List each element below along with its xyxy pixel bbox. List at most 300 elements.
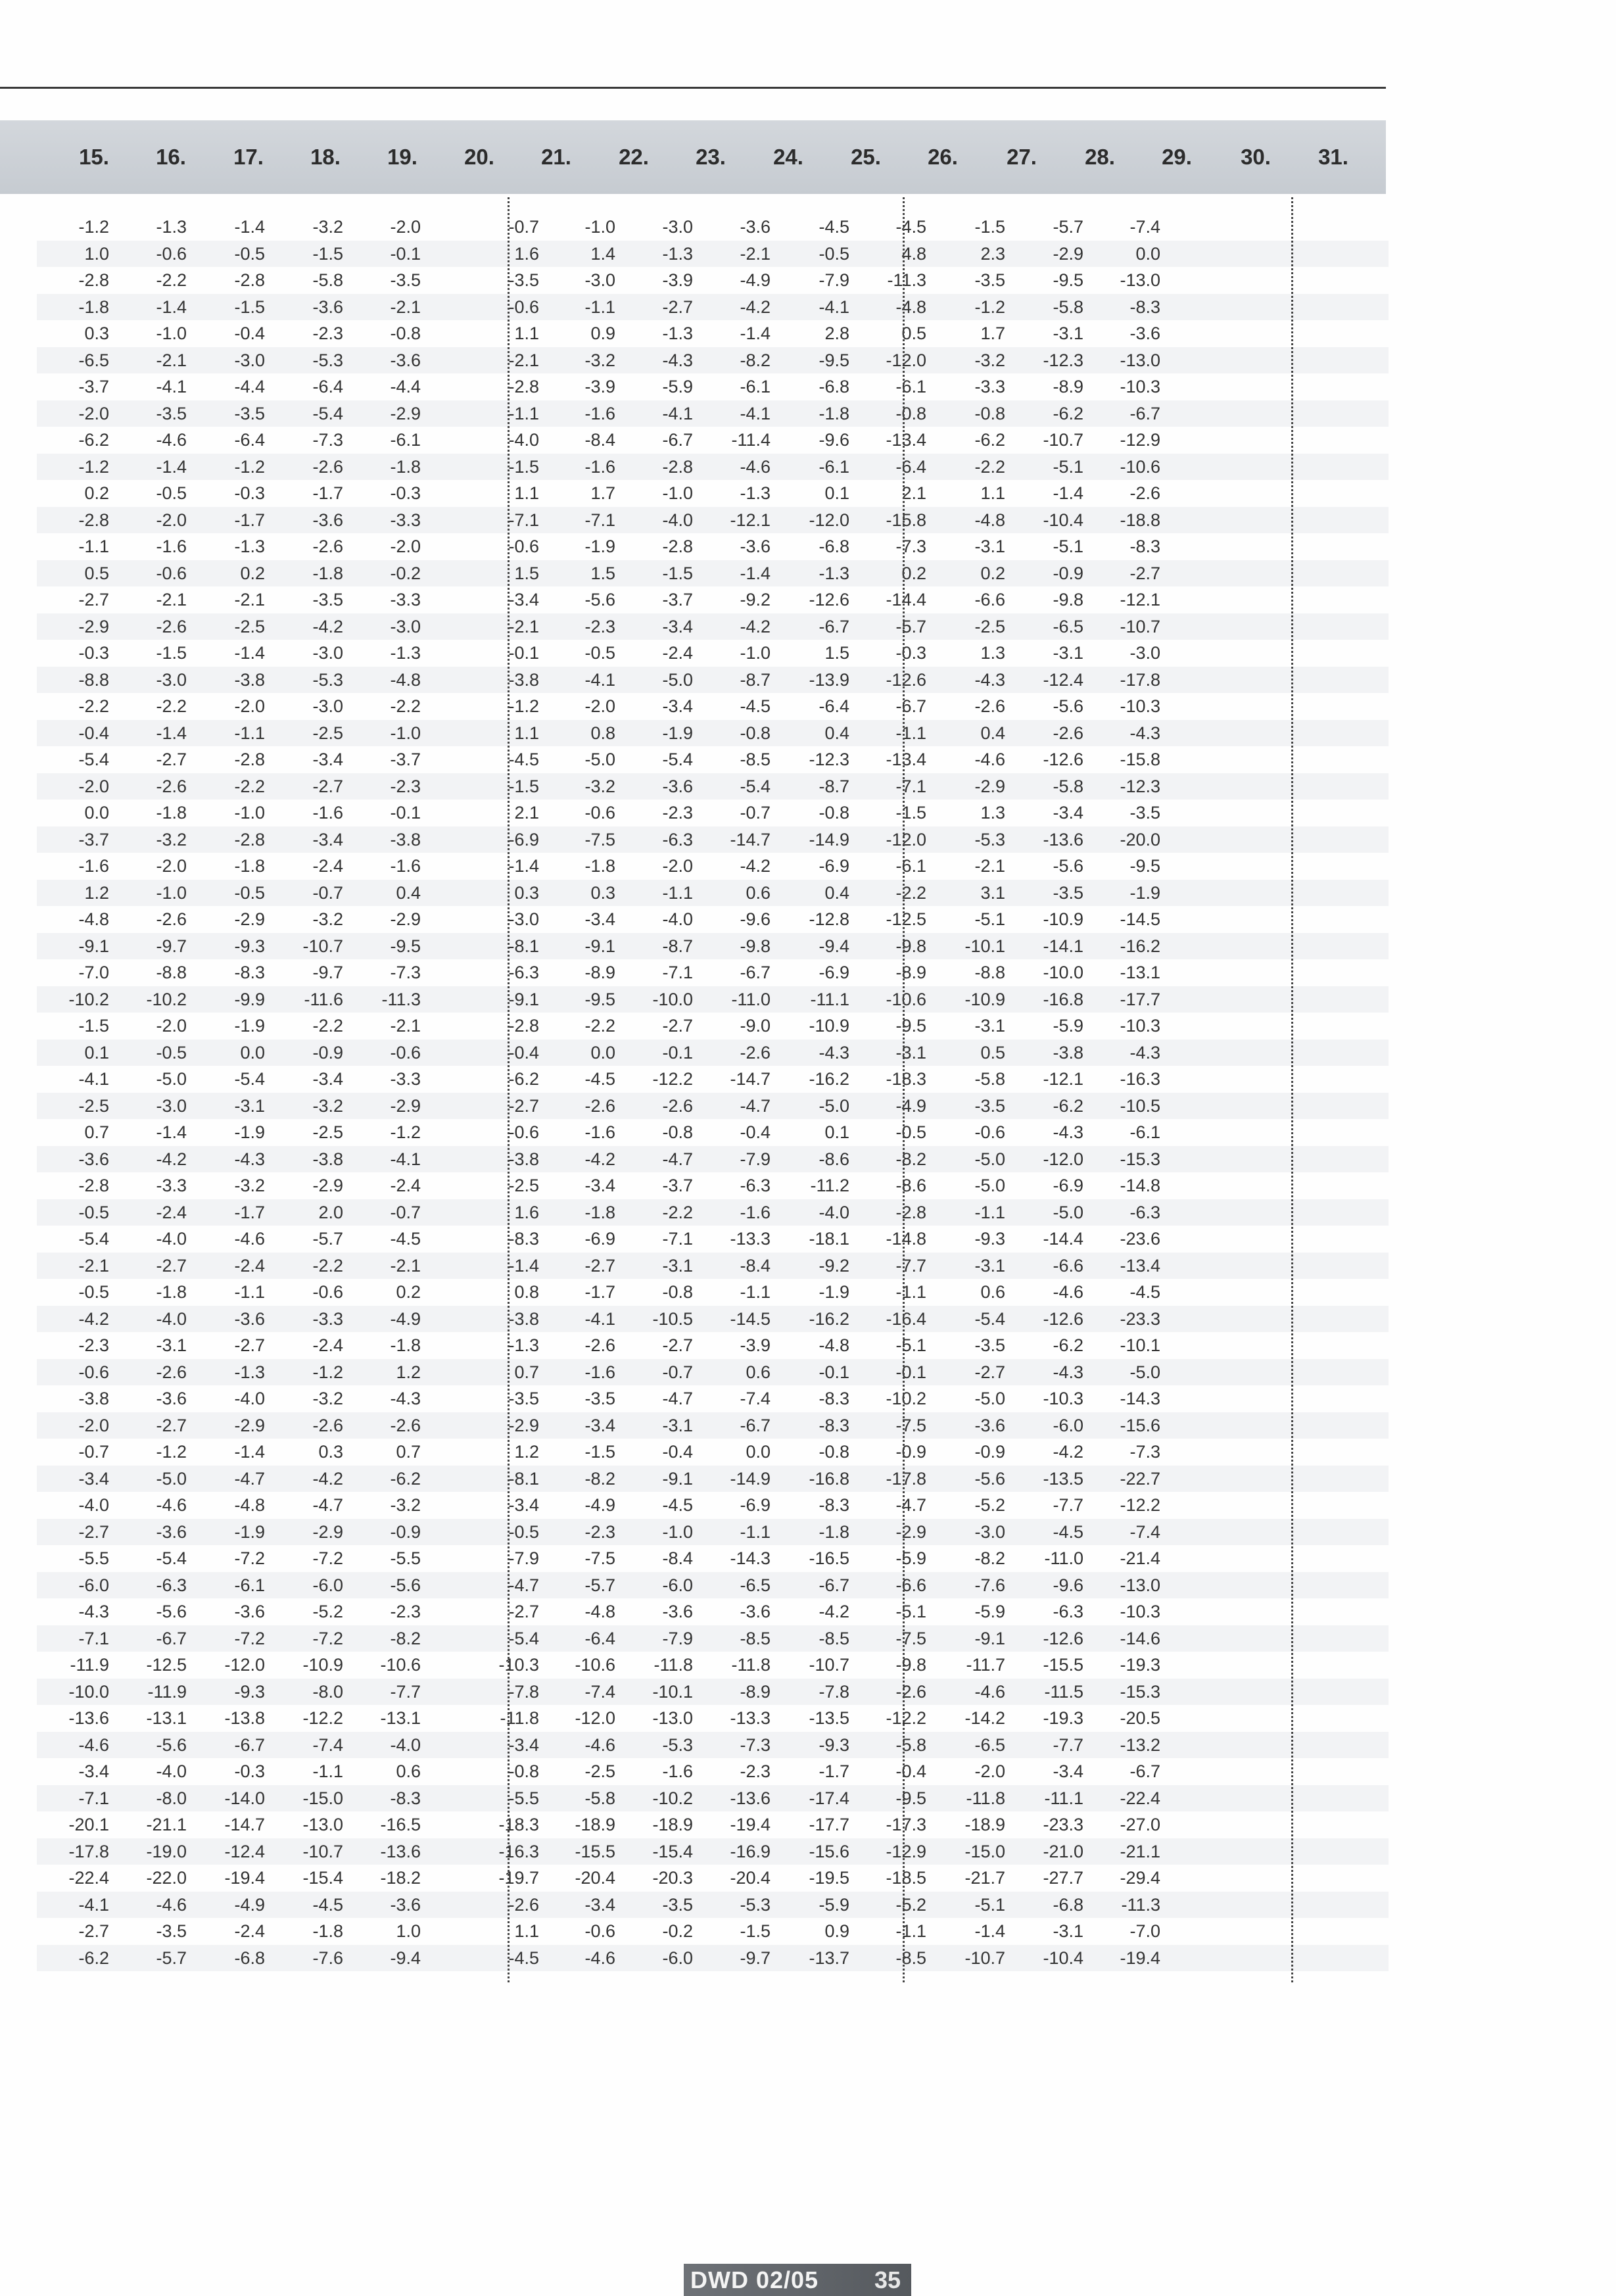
table-cell: -11.3 — [887, 270, 926, 290]
table-cell: -18.2 — [380, 1868, 421, 1888]
table-cell: -3.4 — [508, 1734, 539, 1755]
table-cell: 0.7 — [84, 1122, 109, 1142]
table-cell: -1.8 — [78, 297, 109, 317]
table-cell: -5.6 — [390, 1575, 421, 1595]
table-cell: -4.2 — [78, 1308, 109, 1329]
table-cell: -14.3 — [730, 1548, 771, 1568]
table-cell: -3.2 — [390, 1495, 421, 1515]
table-cell: -2.2 — [390, 696, 421, 716]
table-cell: -16.8 — [1043, 989, 1083, 1009]
table-cell: -2.2 — [78, 696, 109, 716]
day-header-16: 16. — [156, 145, 186, 169]
table-cell: -2.2 — [312, 1016, 343, 1036]
table-cell: -1.3 — [390, 643, 421, 663]
table-cell: -6.0 — [662, 1948, 693, 1968]
table-cell: -4.3 — [662, 350, 693, 370]
table-row — [37, 454, 1389, 481]
table-row — [37, 294, 1389, 321]
table-cell: -14.6 — [1120, 1628, 1160, 1648]
table-cell: -1.6 — [156, 537, 187, 556]
table-row — [37, 1785, 1389, 1812]
table-cell: -1.3 — [508, 1335, 539, 1355]
table-cell: -0.4 — [895, 1761, 926, 1781]
table-cell: -3.8 — [78, 1389, 109, 1408]
table-cell: -7.7 — [1053, 1495, 1083, 1515]
table-cell: -1.5 — [584, 1442, 615, 1462]
table-cell: -3.4 — [662, 696, 693, 716]
table-cell: -19.3 — [1043, 1708, 1083, 1728]
table-cell: -10.0 — [68, 1681, 109, 1702]
table-cell: -4.3 — [1053, 1362, 1083, 1382]
table-cell: -4.2 — [740, 616, 771, 636]
table-cell: -3.6 — [234, 1308, 265, 1329]
table-cell: -10.7 — [809, 1655, 849, 1675]
table-cell: -6.8 — [819, 377, 849, 396]
table-row — [37, 1572, 1389, 1599]
table-cell: -3.1 — [156, 1335, 187, 1355]
table-cell: -22.4 — [68, 1868, 109, 1888]
table-cell: -0.5 — [584, 643, 615, 663]
table-cell: 0.0 — [590, 1042, 615, 1063]
table-cell: -18.9 — [652, 1815, 693, 1834]
table-cell: -5.5 — [508, 1788, 539, 1808]
table-cell: -2.7 — [156, 1255, 187, 1276]
table-cell: -8.6 — [895, 1176, 926, 1195]
table-cell: -0.5 — [234, 882, 265, 903]
table-cell: -2.2 — [974, 456, 1005, 477]
table-cell: -0.3 — [78, 643, 109, 663]
table-cell: -17.3 — [886, 1815, 926, 1834]
table-cell: -5.1 — [1053, 456, 1083, 477]
table-cell: -7.3 — [895, 537, 926, 556]
table-cell: -4.5 — [819, 217, 849, 237]
table-cell: -5.6 — [1053, 696, 1083, 716]
table-cell: -0.6 — [508, 297, 539, 317]
table-cell: -2.7 — [312, 776, 343, 796]
table-cell: -16.4 — [886, 1308, 926, 1329]
table-cell: -5.2 — [974, 1495, 1005, 1515]
table-cell: -13.1 — [1120, 963, 1160, 982]
table-cell: -2.0 — [156, 1016, 187, 1036]
table-cell: -9.8 — [895, 936, 926, 956]
table-cell: -4.1 — [390, 1149, 421, 1169]
table-row — [37, 214, 1389, 241]
table-cell: -2.5 — [234, 616, 265, 636]
table-cell: -2.1 — [508, 350, 539, 370]
table-cell: -18.9 — [964, 1815, 1005, 1834]
day-header-17: 17. — [233, 145, 264, 169]
table-cell: -14.2 — [964, 1708, 1005, 1728]
table-cell: -19.4 — [1120, 1948, 1160, 1968]
table-row — [37, 1093, 1389, 1120]
table-cell: -0.8 — [974, 403, 1005, 423]
table-cell: -2.6 — [156, 909, 187, 929]
table-cell: -5.4 — [234, 1069, 265, 1089]
table-cell: -14.5 — [1120, 909, 1160, 929]
table-cell: -22.4 — [1120, 1788, 1160, 1808]
table-cell: -4.7 — [895, 1495, 926, 1515]
table-cell: -9.5 — [819, 350, 849, 370]
table-cell: -23.6 — [1120, 1229, 1160, 1249]
table-cell: -14.0 — [224, 1788, 265, 1808]
table-cell: -5.0 — [1129, 1362, 1160, 1382]
table-cell: -4.3 — [78, 1602, 109, 1621]
separator-week-3 — [1291, 197, 1293, 1982]
table-cell: -8.0 — [156, 1788, 187, 1808]
table-cell: -2.7 — [156, 1415, 187, 1435]
table-cell: -7.3 — [390, 963, 421, 982]
table-cell: 0.8 — [590, 723, 615, 743]
table-cell: -4.7 — [662, 1149, 693, 1169]
table-cell: -0.6 — [312, 1282, 343, 1302]
table-cell: -4.9 — [390, 1308, 421, 1329]
table-cell: -13.6 — [68, 1708, 109, 1728]
table-cell: -1.2 — [78, 456, 109, 477]
table-cell: -17.8 — [1120, 669, 1160, 690]
table-cell: 0.4 — [980, 723, 1005, 743]
table-cell: -6.4 — [312, 377, 343, 396]
table-cell: -20.4 — [730, 1868, 771, 1888]
table-cell: 0.2 — [84, 483, 109, 503]
table-cell: -4.1 — [156, 377, 187, 396]
table-row — [37, 746, 1389, 773]
table-cell: -1.8 — [312, 1921, 343, 1941]
table-cell: 0.1 — [84, 1042, 109, 1063]
table-row — [37, 1146, 1389, 1173]
table-cell: -1.1 — [740, 1282, 771, 1302]
table-cell: -2.6 — [156, 1362, 187, 1382]
table-cell: -15.6 — [809, 1841, 849, 1861]
table-cell: -12.1 — [1043, 1069, 1083, 1089]
table-cell: -3.1 — [974, 1255, 1005, 1276]
table-cell: -19.7 — [498, 1868, 539, 1888]
table-cell: -4.8 — [819, 1335, 849, 1355]
table-cell: -6.1 — [819, 456, 849, 477]
table-cell: -9.0 — [740, 1016, 771, 1036]
table-cell: -0.2 — [662, 1921, 693, 1941]
table-cell: -0.9 — [974, 1442, 1005, 1462]
table-cell: -10.7 — [1043, 430, 1083, 450]
table-cell: -2.0 — [78, 403, 109, 423]
table-cell: -4.6 — [1053, 1282, 1083, 1302]
table-row — [37, 1066, 1389, 1093]
table-cell: -7.1 — [662, 963, 693, 982]
table-row — [37, 533, 1389, 560]
table-cell: -17.8 — [886, 1468, 926, 1489]
table-cell: 2.3 — [980, 243, 1005, 264]
table-cell: -1.7 — [819, 1761, 849, 1781]
table-cell: -8.7 — [819, 776, 849, 796]
table-cell: -4.6 — [740, 456, 771, 477]
table-row — [37, 1811, 1389, 1838]
table-cell: -20.0 — [1120, 829, 1160, 849]
table-cell: -0.4 — [662, 1442, 693, 1462]
table-cell: -7.5 — [895, 1628, 926, 1648]
table-cell: -12.3 — [1043, 350, 1083, 370]
table-cell: -9.7 — [312, 963, 343, 982]
table-cell: -5.5 — [78, 1548, 109, 1568]
table-cell: -4.4 — [390, 377, 421, 396]
table-cell: -5.1 — [895, 1335, 926, 1355]
table-cell: -6.9 — [508, 829, 539, 849]
table-cell: 1.0 — [396, 1921, 421, 1941]
table-cell: -0.9 — [895, 1442, 926, 1462]
table-cell: -7.9 — [819, 270, 849, 290]
table-cell: -2.6 — [584, 1335, 615, 1355]
table-cell: -9.1 — [508, 989, 539, 1009]
table-cell: -5.0 — [974, 1389, 1005, 1408]
table-cell: -8.9 — [584, 963, 615, 982]
table-cell: -3.4 — [312, 750, 343, 769]
table-cell: -4.8 — [78, 909, 109, 929]
table-cell: -6.1 — [740, 377, 771, 396]
table-row — [37, 693, 1389, 720]
table-cell: -2.1 — [234, 590, 265, 610]
table-cell: -1.4 — [234, 217, 265, 237]
table-cell: -10.1 — [1120, 1335, 1160, 1355]
table-cell: -12.0 — [886, 829, 926, 849]
table-cell: -1.6 — [78, 856, 109, 876]
table-cell: -4.7 — [312, 1495, 343, 1515]
table-cell: -2.6 — [312, 1415, 343, 1435]
table-cell: -0.9 — [312, 1042, 343, 1063]
table-row — [37, 480, 1389, 507]
table-cell: -11.7 — [966, 1655, 1005, 1675]
table-cell: -15.3 — [1120, 1681, 1160, 1702]
table-cell: 0.4 — [824, 723, 849, 743]
table-cell: -3.1 — [662, 1415, 693, 1435]
table-cell: -10.6 — [575, 1655, 615, 1675]
table-cell: -2.6 — [740, 1042, 771, 1063]
table-cell: -6.2 — [78, 430, 109, 450]
table-cell: -3.0 — [234, 350, 265, 370]
table-cell: -2.5 — [974, 616, 1005, 636]
table-cell: -2.9 — [234, 1415, 265, 1435]
day-header-27: 27. — [1007, 145, 1037, 169]
table-cell: -1.8 — [312, 563, 343, 583]
table-cell: -11.0 — [731, 989, 771, 1009]
table-cell: -4.2 — [740, 297, 771, 317]
table-row — [37, 1466, 1389, 1493]
table-cell: -3.7 — [78, 377, 109, 396]
table-cell: -9.3 — [234, 1681, 265, 1702]
table-cell: -0.5 — [819, 243, 849, 264]
table-cell: -2.3 — [390, 1602, 421, 1621]
table-cell: -2.9 — [312, 1521, 343, 1542]
table-cell: -9.7 — [156, 936, 187, 956]
table-cell: -2.3 — [312, 323, 343, 343]
table-row — [37, 720, 1389, 747]
table-cell: -5.6 — [974, 1468, 1005, 1489]
table-cell: -2.4 — [156, 1202, 187, 1222]
table-cell: -4.0 — [156, 1761, 187, 1781]
table-cell: -2.8 — [508, 377, 539, 396]
table-cell: -11.8 — [966, 1788, 1005, 1808]
table-cell: -1.5 — [974, 217, 1005, 237]
table-cell: -3.5 — [390, 270, 421, 290]
table-cell: -9.8 — [1053, 590, 1083, 610]
table-cell: -22.0 — [146, 1868, 187, 1888]
table-cell: -9.8 — [895, 1655, 926, 1675]
table-cell: -12.1 — [730, 510, 771, 530]
table-cell: -3.3 — [156, 1176, 187, 1195]
table-cell: -9.5 — [895, 1788, 926, 1808]
table-cell: -1.2 — [312, 1362, 343, 1382]
table-cell: -20.3 — [652, 1868, 693, 1888]
table-cell: -8.2 — [584, 1468, 615, 1489]
table-cell: -3.4 — [312, 1069, 343, 1089]
table-cell: 0.1 — [824, 483, 849, 503]
table-cell: -15.0 — [302, 1788, 343, 1808]
table-cell: -7.5 — [584, 1548, 615, 1568]
table-cell: -3.6 — [390, 1894, 421, 1915]
table-cell: -1.0 — [740, 643, 771, 663]
table-row — [37, 826, 1389, 853]
day-header-15: 15. — [79, 145, 109, 169]
table-cell: 1.5 — [514, 563, 539, 583]
table-row — [37, 320, 1389, 347]
table-cell: -3.1 — [895, 1042, 926, 1063]
table-cell: -1.2 — [508, 696, 539, 716]
table-row — [37, 1119, 1389, 1146]
table-cell: -5.8 — [974, 1069, 1005, 1089]
table-cell: 0.3 — [590, 882, 615, 903]
table-cell: -7.1 — [78, 1788, 109, 1808]
table-cell: -0.3 — [390, 483, 421, 503]
table-cell: -10.9 — [809, 1016, 849, 1036]
day-header-28: 28. — [1085, 145, 1115, 169]
table-cell: -2.1 — [508, 616, 539, 636]
table-row — [37, 1598, 1389, 1625]
table-cell: -12.4 — [1043, 669, 1083, 690]
table-cell: -13.4 — [886, 430, 926, 450]
table-row — [37, 1545, 1389, 1572]
table-cell: -1.4 — [508, 1255, 539, 1276]
table-cell: -1.2 — [974, 297, 1005, 317]
table-cell: -3.0 — [156, 669, 187, 690]
table-cell: 0.1 — [824, 1122, 849, 1142]
table-cell: -0.1 — [662, 1042, 693, 1063]
table-cell: -3.4 — [584, 1894, 615, 1915]
table-cell: -2.7 — [584, 1255, 615, 1276]
table-cell: -6.4 — [895, 456, 926, 477]
table-cell: -0.9 — [1053, 563, 1083, 583]
table-cell: -9.4 — [390, 1948, 421, 1968]
table-cell: -2.9 — [895, 1521, 926, 1542]
table-cell: -4.1 — [584, 1308, 615, 1329]
table-cell: -1.6 — [584, 1122, 615, 1142]
table-cell: -8.3 — [508, 1229, 539, 1249]
table-cell: -3.4 — [584, 1176, 615, 1195]
table-cell: -12.6 — [809, 590, 849, 610]
table-cell: -0.7 — [662, 1362, 693, 1382]
table-cell: -14.9 — [809, 829, 849, 849]
table-cell: -17.4 — [809, 1788, 849, 1808]
table-cell: -4.1 — [584, 669, 615, 690]
table-cell: -1.2 — [390, 1122, 421, 1142]
table-cell: -3.5 — [662, 1894, 693, 1915]
table-cell: -0.3 — [234, 1761, 265, 1781]
table-cell: -10.3 — [1120, 1016, 1160, 1036]
table-cell: -1.3 — [234, 537, 265, 556]
table-cell: -9.1 — [78, 936, 109, 956]
table-cell: -8.1 — [508, 1468, 539, 1489]
table-cell: 0.5 — [84, 563, 109, 583]
table-cell: -20.5 — [1120, 1708, 1160, 1728]
table-cell: -0.7 — [740, 803, 771, 823]
table-cell: 1.2 — [84, 882, 109, 903]
table-cell: -11.6 — [304, 989, 343, 1009]
table-cell: -1.8 — [819, 403, 849, 423]
table-cell: -3.3 — [390, 590, 421, 610]
table-cell: -2.3 — [78, 1335, 109, 1355]
table-cell: -12.0 — [1043, 1149, 1083, 1169]
table-cell: -5.8 — [1053, 297, 1083, 317]
table-cell: -1.3 — [662, 243, 693, 264]
table-cell: -12.1 — [1120, 590, 1160, 610]
table-cell: -3.6 — [78, 1149, 109, 1169]
table-cell: -4.5 — [508, 750, 539, 769]
table-cell: -1.9 — [234, 1521, 265, 1542]
table-cell: -15.8 — [886, 510, 926, 530]
table-cell: -1.5 — [78, 1016, 109, 1036]
table-cell: -8.5 — [740, 1628, 771, 1648]
table-cell: -13.4 — [886, 750, 926, 769]
table-cell: 1.1 — [514, 483, 539, 503]
table-cell: -13.6 — [1043, 829, 1083, 849]
table-cell: 0.4 — [824, 882, 849, 903]
table-cell: -1.5 — [156, 643, 187, 663]
table-cell: -2.4 — [312, 1335, 343, 1355]
top-rule — [0, 87, 1386, 89]
table-cell: -23.3 — [1043, 1815, 1083, 1834]
table-row — [37, 853, 1389, 880]
table-cell: -5.4 — [78, 1229, 109, 1249]
table-cell: -3.7 — [662, 1176, 693, 1195]
table-cell: -1.8 — [156, 803, 187, 823]
table-cell: -3.4 — [662, 616, 693, 636]
table-cell: -5.1 — [974, 909, 1005, 929]
table-cell: -9.5 — [1053, 270, 1083, 290]
table-cell: -18.5 — [886, 1868, 926, 1888]
table-cell: -3.6 — [390, 350, 421, 370]
table-cell: -4.1 — [78, 1069, 109, 1089]
table-cell: -1.9 — [662, 723, 693, 743]
table-row — [37, 1652, 1389, 1679]
table-cell: -8.3 — [234, 963, 265, 982]
table-cell: -0.6 — [78, 1362, 109, 1382]
table-cell: -2.9 — [508, 1415, 539, 1435]
table-cell: -1.2 — [234, 456, 265, 477]
table-cell: -7.5 — [895, 1415, 926, 1435]
table-cell: -10.1 — [652, 1681, 693, 1702]
table-cell: -9.3 — [974, 1229, 1005, 1249]
table-cell: -5.1 — [895, 1602, 926, 1621]
table-cell: -2.7 — [508, 1602, 539, 1621]
table-cell: -11.8 — [731, 1655, 771, 1675]
table-cell: -0.4 — [78, 723, 109, 743]
table-cell: -5.8 — [895, 1734, 926, 1755]
table-cell: -0.6 — [584, 1921, 615, 1941]
table-cell: -2.6 — [312, 537, 343, 556]
table-cell: -0.6 — [156, 563, 187, 583]
table-cell: -2.9 — [1053, 243, 1083, 264]
table-cell: -3.2 — [156, 829, 187, 849]
table-cell: -6.7 — [662, 430, 693, 450]
table-cell: -3.6 — [1129, 323, 1160, 343]
table-cell: -5.0 — [156, 1468, 187, 1489]
table-cell: -1.1 — [662, 882, 693, 903]
